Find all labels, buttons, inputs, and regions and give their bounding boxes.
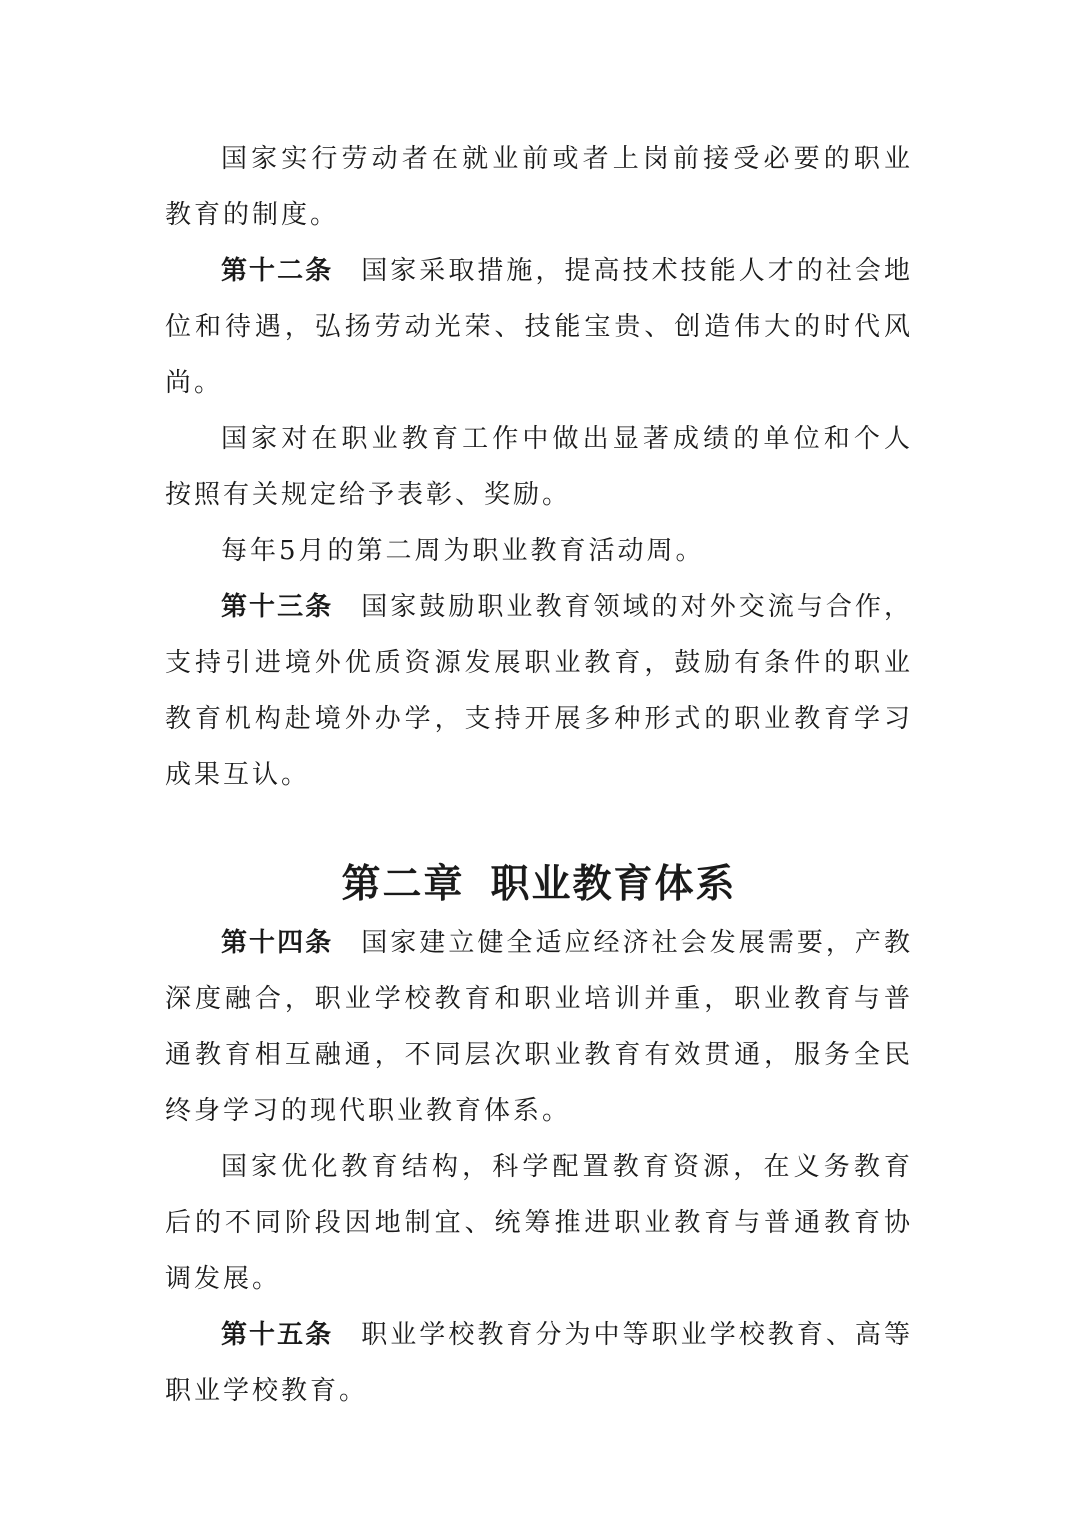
paragraph-text: 国家建立健全适应经济社会发展需要，产教深度融合，职业学校教育和职业培训并重，职业教育与普通教育相互融通，不同层次职业教育有效贯通，服务全民终身学习的现代职业教育体系。 bbox=[165, 928, 913, 1126]
paragraph bbox=[165, 523, 913, 579]
article-number: 第十五条 bbox=[221, 1320, 334, 1350]
paragraph-text: 每年5月的第二周为职业教育活动周。 bbox=[221, 536, 705, 566]
chapter-number: 第二章 bbox=[341, 862, 465, 907]
chapter-heading bbox=[165, 855, 913, 915]
paragraph-text: 职业学校教育分为中等职业学校教育、高等职业学校教育。 bbox=[165, 1320, 913, 1406]
paragraph-text: 国家优化教育结构，科学配置教育资源，在义务教育后的不同阶段因地制宜、统筹推进职业教育与普通教育协调发展。 bbox=[165, 1152, 913, 1294]
article-15-paragraph bbox=[165, 1307, 913, 1419]
paragraph-text: 国家对在职业教育工作中做出显著成绩的单位和个人按照有关规定给予表彰、奖励。 bbox=[165, 424, 913, 510]
article-13-paragraph bbox=[165, 579, 913, 803]
article-number: 第十四条 bbox=[221, 928, 334, 958]
article-12-paragraph bbox=[165, 243, 913, 411]
paragraph-text: 国家实行劳动者在就业前或者上岗前接受必要的职业教育的制度。 bbox=[165, 144, 913, 230]
document-body bbox=[165, 131, 913, 1419]
paragraph bbox=[165, 411, 913, 523]
paragraph-text: 国家鼓励职业教育领域的对外交流与合作，支持引进境外优质资源发展职业教育，鼓励有条件的职业教育机构赴境外办学，支持开展多种形式的职业教育学习成果互认。 bbox=[165, 592, 913, 790]
article-14-paragraph bbox=[165, 915, 913, 1139]
paragraph bbox=[165, 131, 913, 243]
chapter-title: 职业教育体系 bbox=[490, 862, 737, 907]
paragraph-text: 国家采取措施，提高技术技能人才的社会地位和待遇，弘扬劳动光荣、技能宝贵、创造伟大的时代风尚。 bbox=[165, 256, 913, 398]
article-number: 第十二条 bbox=[221, 256, 334, 286]
article-number: 第十三条 bbox=[221, 592, 334, 622]
paragraph bbox=[165, 1139, 913, 1307]
